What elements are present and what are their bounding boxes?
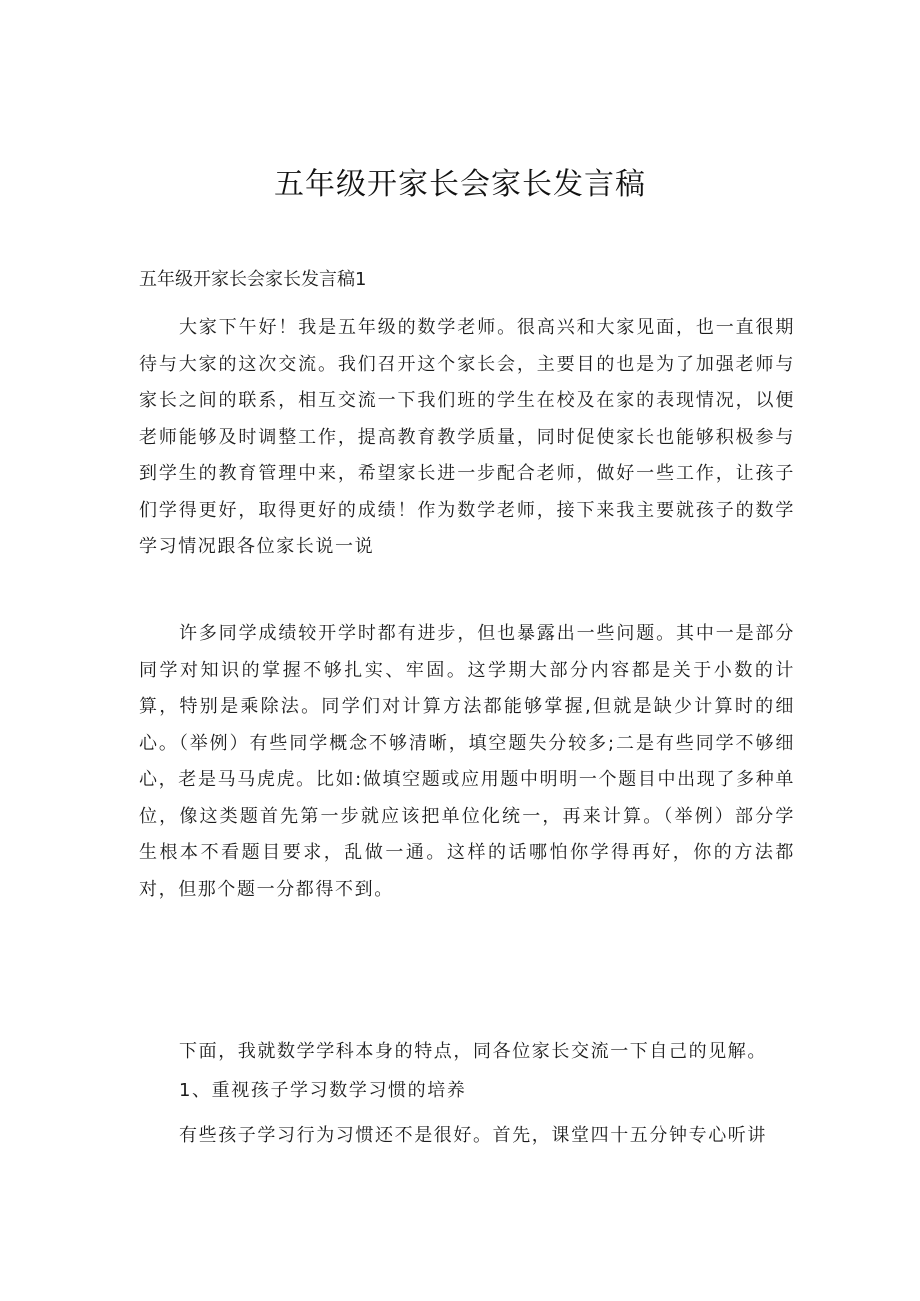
document-title: 五年级开家长会家长发言稿 — [274, 167, 646, 202]
paragraph-intro-views: 下面，我就数学学科本身的特点，同各位家长交流一下自己的见解。 — [179, 1041, 767, 1062]
paragraph-point-heading: 1、重视孩子学习数学习惯的培养 — [179, 1080, 467, 1101]
paragraph-habits: 有些孩子学习行为习惯还不是很好。首先，课堂四十五分钟专心听讲 — [179, 1125, 767, 1146]
section-heading: 五年级开家长会家长发言稿1 — [139, 269, 367, 290]
paragraph-greeting: 大家下午好！我是五年级的数学老师。很高兴和大家见面，也一直很期待与大家的这次交流。我们召开这个家长会，主要目的也是为了加强老师与家长之间的联系，相互交流一下我们班的学生在校及在家的表现情况，以便老师能够及时调整工作，提高教育教学质量，同时促使家长也能够积极参与到学生的教育管理中来，希望家长进一步配合老师，做好一些工作，让孩子们学得更好，取得更好的成绩！作为数学老师，接下来我主要就孩子的数学学习情况跟各位家长说一说 — [139, 317, 795, 557]
paragraph-problems: 许多同学成绩较开学时都有进步，但也暴露出一些问题。其中一是部分同学对知识的掌握不够扎实、牢固。这学期大部分内容都是关于小数的计算，特别是乘除法。同学们对计算方法都能够掌握,但就是缺少计算时的细心。（举例）有些同学概念不够清晰，填空题失分较多;二是有些同学不够细心，老是马马虎虎。比如:做填空题或应用题中明明一个题目中出现了多种单位，像这类题首先第一步就应该把单位化统一，再来计算。（举例）部分学生根本不看题目要求，乱做一通。这样的话哪怕你学得再好，你的方法都对，但那个题一分都得不到。 — [139, 623, 795, 900]
